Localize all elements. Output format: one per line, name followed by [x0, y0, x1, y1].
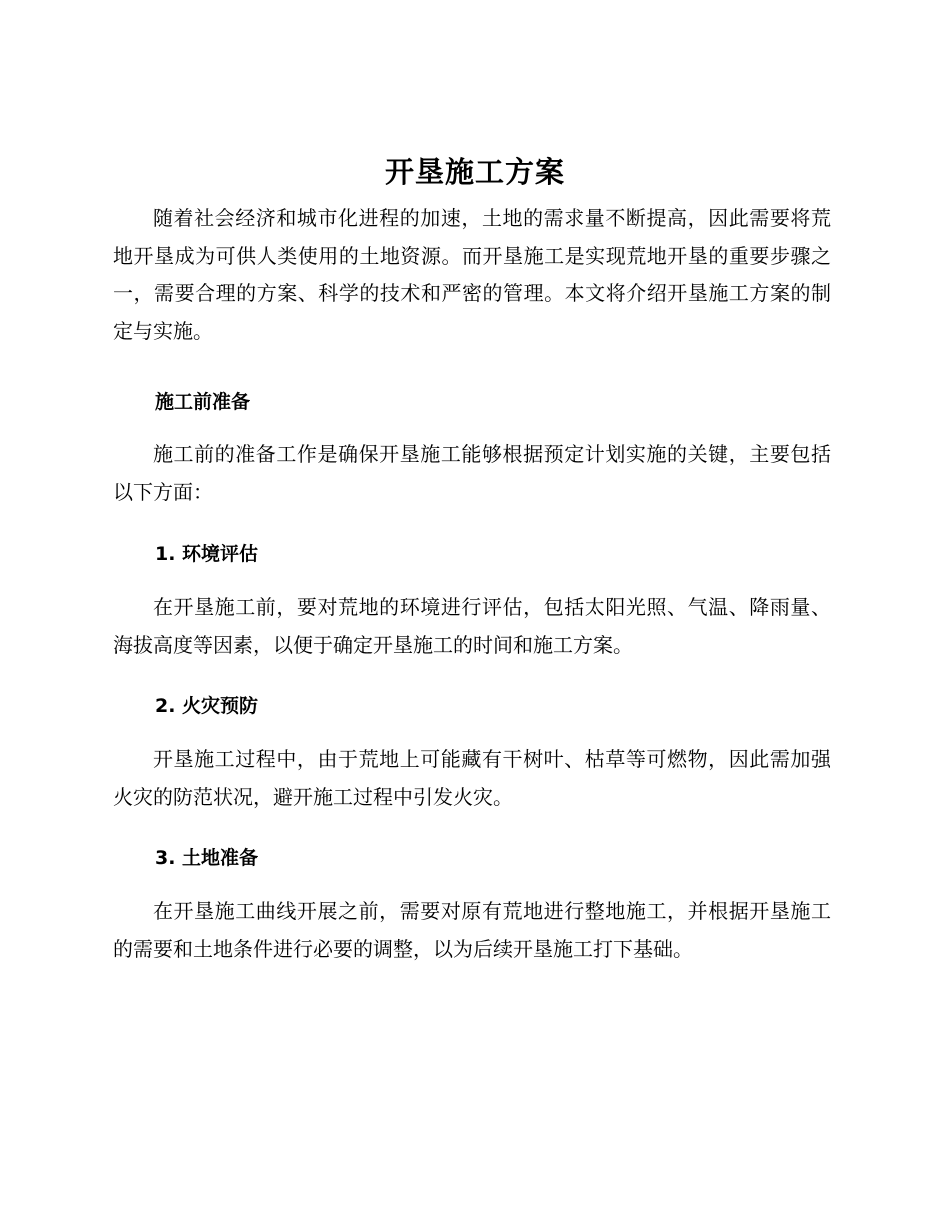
- item-heading-fire-prevention: 2. 火灾预防: [155, 695, 259, 717]
- item-heading-land-preparation: 3. 土地准备: [155, 847, 259, 869]
- section-paragraph: 施工前的准备工作是确保开垦施工能够根据预定计划实施的关键，主要包括以下方面：: [113, 442, 831, 504]
- item-heading-environment: 1. 环境评估: [155, 543, 259, 565]
- section-heading: 施工前准备: [155, 391, 251, 413]
- document-title: 开垦施工方案: [384, 155, 565, 189]
- item-paragraph-fire-prevention: 开垦施工过程中，由于荒地上可能藏有干树叶、枯草等可燃物，因此需加强火灾的防范状况，避开施工过程中引发火灾。: [113, 747, 831, 809]
- intro-paragraph: 随着社会经济和城市化进程的加速，土地的需求量不断提高，因此需要将荒地开垦成为可供人类使用的土地资源。而开垦施工是实现荒地开垦的重要步骤之一，需要合理的方案、科学的技术和严密的管理。本文将介绍开垦施工方案的制定与实施。: [113, 206, 831, 343]
- item-paragraph-environment: 在开垦施工前，要对荒地的环境进行评估，包括太阳光照、气温、降雨量、海拔高度等因素，以便于确定开垦施工的时间和施工方案。: [113, 595, 831, 657]
- item-paragraph-land-preparation: 在开垦施工曲线开展之前，需要对原有荒地进行整地施工，并根据开垦施工的需要和土地条件进行必要的调整，以为后续开垦施工打下基础。: [113, 899, 831, 961]
